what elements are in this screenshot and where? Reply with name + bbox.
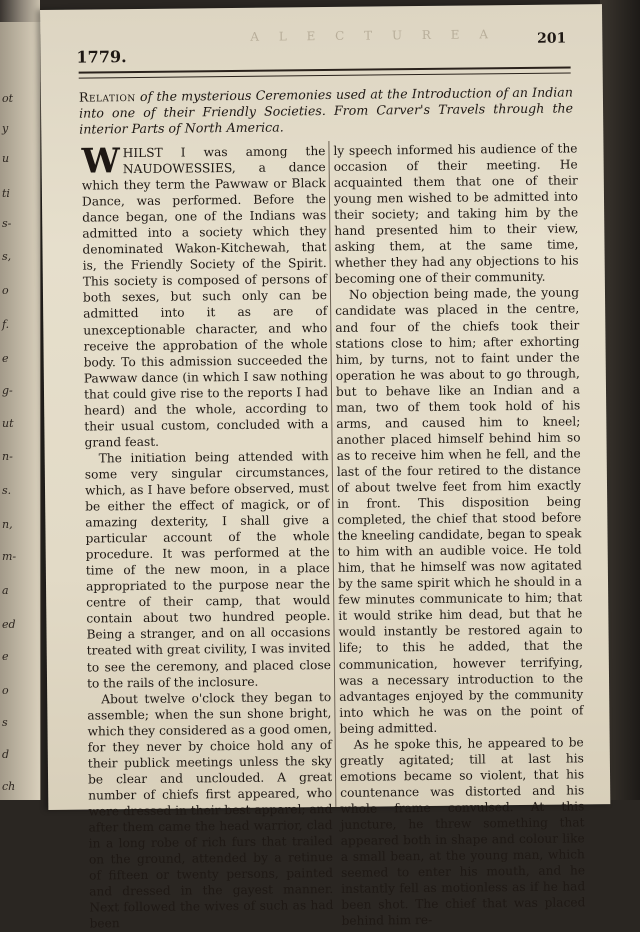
page-year: 1779. (76, 47, 127, 67)
under-fragment: s- (2, 217, 12, 230)
under-fragment: y (2, 122, 9, 135)
under-fragment: s, (2, 250, 12, 263)
running-head: A L E C T U R E A (250, 27, 497, 44)
paragraph: As he spoke this, he appeared to be greatly agitated; till at last his emotions became so violent, that his countenance was distorted and his whole frame convulsed. At this juncture, he threw something that appeared both in shape and colour like a small bean, at the young man, which seemed to enter his mouth, and he instantly fell as motionless as if he had been shot. The chief that was placed behind him re- (339, 735, 586, 929)
underlying-page (0, 22, 41, 800)
drop-cap: W (81, 141, 120, 182)
under-fragment: f. (2, 318, 10, 331)
header-rule (79, 66, 571, 78)
under-fragment: ti (2, 187, 10, 200)
article-column-left (81, 141, 334, 931)
under-fragment: e (2, 650, 9, 663)
under-fragment: o (2, 284, 9, 297)
article-title-rest: of the mysterious Ceremonies used at the Introduction of an Indian into one of their Friendly Societies. From Carver's Travels through the interior Parts of North America. (79, 84, 574, 137)
paragraph: ly speech informed his audience of the occasion of their meeting. He acquainted them that one of their young men wished to be admitted into their society; and taking him by the hand presented him to their view, asking them, at the same time, whether they had any objections to his becoming one of their community. (333, 141, 579, 287)
under-fragment: e (2, 352, 9, 365)
under-fragment: s. (2, 484, 12, 497)
under-fragment: n- (2, 450, 13, 463)
article-title-lead: Relation (78, 89, 136, 105)
underlying-page-text (0, 22, 40, 800)
under-fragment: ut (2, 417, 14, 430)
newspaper-page (40, 4, 610, 931)
paragraph: No objection being made, the young candidate was placed in the centre, and four of the chiefs took their stations close to him; after exhorting him, by turns, not to faint under the operation he was about to go through, but to behave like an Indian and a man, two of them took hold of his arms, and caused him to kneel; another placed himself behind him so as to receive him when he fell, and the last of the four retired to the distance of about twelve feet from him exactly in front. This disposition being completed, the chief that stood before the kneeling candidate, began to speak to him with an audible voice. He told him, that he himself was now agitated by the same spirit which he should in a few minutes communicate to him; that it would strike him dead, but that he would instantly be restored again to life; to this he added, that the communication, however terrifying, was a necessary introduction to the advantages enjoyed by the community into which he was on the point of being admitted. (335, 285, 584, 736)
paragraph-text: HILST I was among the NAUDOWESSIES, a dance which they term the Pawwaw or Black Dance, was performed. Before the dance began, one of the Indians was admitted into a society which they denominated Wakon-Kitchewah, that is, the Friendly Society of the Spirit. This society is composed of persons of both sexes, but such only can be admitted into it as are of unexceptionable character, and who receive the approbation of the whole body. To this admission succeeded the Pawwaw dance (in which I saw nothing that could give rise to the reports I had heard) and the whole, according to their usual custom, concluded with a grand feast. (81, 144, 329, 450)
under-fragment: ed (2, 618, 16, 631)
page-number: 201 (537, 30, 567, 47)
article-column-right (333, 140, 586, 929)
paragraph: About twelve o'clock they began to assemble; when the sun shone bright, which they considered as a good omen, for they never by choice hold any of their publick meetings unless the sky be clear and unclouded. A great number of chiefs first appeared, who were dressed in their best apparel; and after them came the head warrior, clad in a long robe of rich furs that trailed on the ground, attended by a retinue of fifteen or twenty persons, painted and dressed in the gayest manner. Next followed the wives of such as had been (87, 689, 334, 931)
under-fragment: ch (2, 780, 16, 793)
under-fragment: u (2, 152, 10, 165)
under-fragment: s (2, 716, 8, 729)
under-fragment: m- (2, 550, 17, 563)
paragraph: The initiation being attended with some very singular circumstances, which, as I have before observed, must be either the effect of magick, or of amazing dexterity, I shall give a particular account of the whole procedure. It was performed at the time of the new moon, in a place appropriated to the purpose near the centre of their camp, that would contain about two hundred people. Being a stranger, and on all occasions treated with great civility, I was invited to see the ceremony, and placed close to the rails of the inclosure. (84, 448, 331, 691)
under-fragment: ot (2, 92, 14, 105)
under-fragment: o (2, 684, 9, 697)
under-fragment: g- (2, 384, 13, 397)
paragraph (81, 143, 328, 450)
under-fragment: a (2, 584, 9, 597)
article-title (79, 84, 573, 137)
under-fragment: d (2, 748, 10, 761)
under-fragment: n, (2, 518, 13, 531)
